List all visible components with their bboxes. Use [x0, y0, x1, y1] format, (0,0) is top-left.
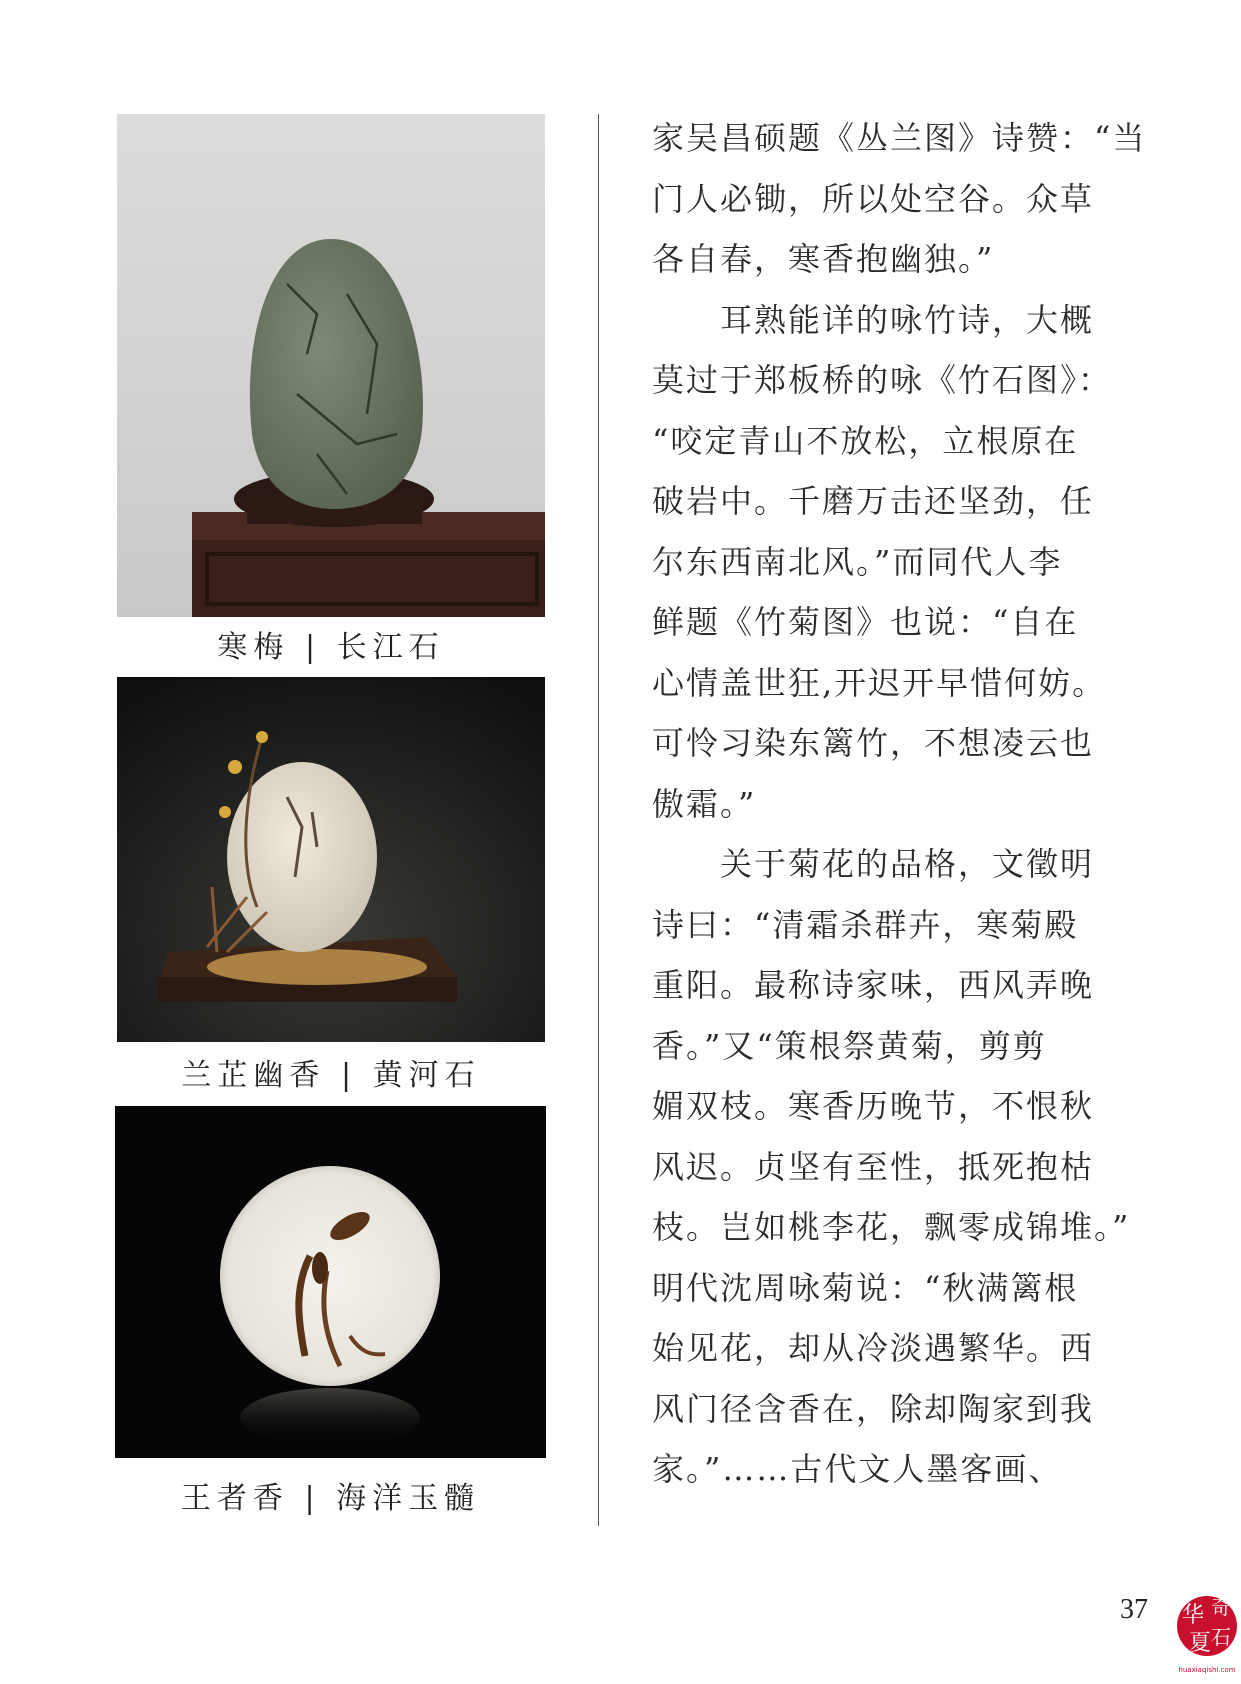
watermark-char: 石 — [1211, 1625, 1231, 1649]
text-line: 明代沈周咏菊说：“秋满篱根 — [652, 1268, 1079, 1307]
watermark-logo — [1176, 1584, 1238, 1680]
text-line: 重阳。最称诗家味，西风弄晚 — [652, 966, 1095, 1004]
watermark-char: 奇 — [1211, 1595, 1231, 1619]
text-line: 心情盖世狂,开迟开早惜何妨。 — [652, 663, 1107, 702]
watermark-char: 夏 — [1188, 1631, 1212, 1656]
caption-figure-1: 寒梅 | 长江石 — [217, 630, 445, 665]
text-line: 可怜习染东篱竹，不想凌云也 — [652, 724, 1095, 762]
text-line: 始见花，却从冷淡遇繁华。西 — [652, 1329, 1095, 1367]
text-line: 风迟。贞坚有至性，抵死抱枯 — [652, 1147, 1095, 1186]
text-line: 风门径含香在，除却陶家到我 — [652, 1389, 1095, 1428]
page-number: 37 — [1120, 1594, 1148, 1625]
text-line: 各自春，寒香抱幽独。” — [652, 240, 995, 278]
text-line: 破岩中。千磨万击还坚劲，任 — [652, 482, 1095, 520]
text-line: 耳熟能详的咏竹诗，大概 — [652, 300, 1095, 339]
text-line: 傲霜。” — [652, 784, 757, 823]
text-line: “咬定青山不放松，立根原在 — [652, 421, 1079, 460]
photo-lanzhi-stone — [117, 677, 545, 1042]
caption-figure-3: 王者香 | 海洋玉髓 — [180, 1481, 481, 1516]
text-line: 莫过于郑板桥的咏《竹石图》： — [652, 361, 1113, 399]
body-text-column — [652, 108, 1147, 1500]
text-line: 关于菊花的品格，文徵明 — [652, 845, 1095, 883]
text-line: 枝。岂如桃李花，飘零成锦堆。” — [652, 1208, 1131, 1246]
text-line: 鲜题《竹菊图》也说：“自在 — [652, 603, 1079, 641]
watermark-char: 华 — [1181, 1603, 1205, 1628]
text-line: 门人必锄，所以处空谷。众草 — [652, 179, 1095, 218]
text-line: 媚双枝。寒香历晚节，不恨秋 — [652, 1087, 1095, 1125]
text-line: 香。”又“策根祭黄菊，剪剪 — [652, 1026, 1047, 1065]
caption-figure-2: 兰芷幽香 | 黄河石 — [181, 1058, 481, 1093]
text-line: 家。”……古代文人墨客画、 — [652, 1450, 1063, 1488]
photo-wangzhexiang-stone — [115, 1106, 546, 1458]
watermark-url: huaxiaqishi.com — [1178, 1666, 1236, 1674]
photo-hanmei-stone — [117, 114, 545, 617]
column-divider — [598, 114, 599, 1526]
text-line: 尔东西南北风。”而同代人李 — [652, 542, 1063, 581]
text-line: 家吴昌硕题《丛兰图》诗赞：“当 — [652, 119, 1147, 157]
text-line: 诗曰：“清霜杀群卉，寒菊殿 — [652, 905, 1079, 944]
